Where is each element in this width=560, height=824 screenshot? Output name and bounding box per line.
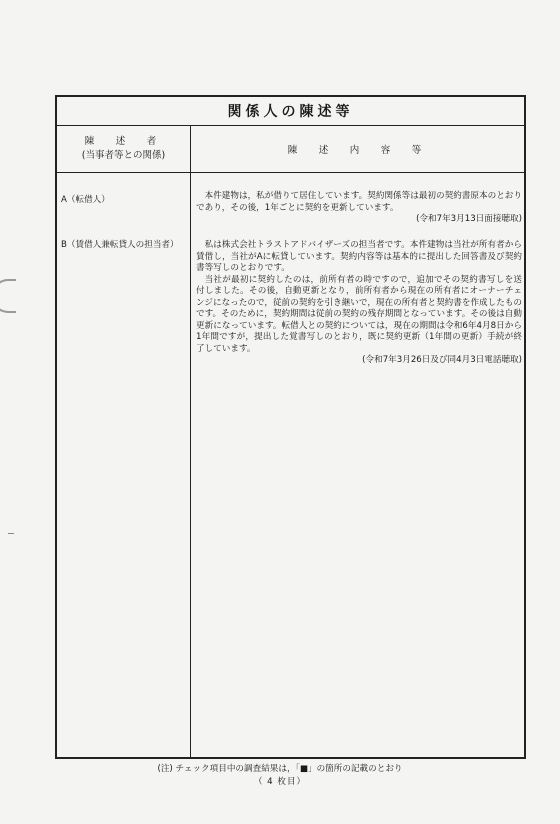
statement-a-source: (令和7年3月13日面接聴取)	[416, 214, 522, 224]
statement-a	[196, 191, 522, 226]
speaker-column-header	[57, 125, 190, 172]
speaker-header-sublabel: (当事者等との関係)	[81, 149, 166, 161]
page-number: （ 4 枚目）	[253, 777, 307, 787]
statement-b-source: (令和7年3月26日及び同4月3日電話聴取)	[362, 355, 522, 365]
statement-a-paragraph: 本件建物は，私が借りて居住しています。契約関係等は最初の契約書原本のとおりであり，その後，1年ごとに契約を更新しています。	[196, 191, 522, 213]
scan-artifact-mark	[0, 279, 16, 313]
statement-form	[55, 95, 526, 759]
column-divider	[190, 125, 191, 757]
speaker-b: B（賃借人兼転貸人の担当者）	[61, 240, 179, 250]
speaker-a: A（転借人）	[61, 195, 110, 205]
form-title: 関係人の陳述等	[57, 97, 524, 126]
speaker-header-label: 陳 述 者	[84, 135, 163, 147]
footnote: (注) チェック項目中の調査結果は，「■」の箇所の記載のとおり	[157, 764, 403, 774]
scan-artifact-dash	[8, 533, 14, 534]
content-column-header: 陳 述 内 容 等	[287, 144, 428, 156]
statement-b	[196, 240, 522, 367]
table-header-row	[57, 125, 524, 173]
statement-b-paragraph-2: 当社が最初に契約したのは，前所有者の時ですので，追加でその契約書写しを送付しました。その後，自動更新となり，前所有者から現在の所有者にオーナーチェンジになったので，従前の契約を引き継いで，現在の所有者と契約書を作成したものです。そのために，契約期間は従前の契約の残存期間となっています。その後は自動更新になっています。転借人との契約については，現在の期間は令和6年4月8日から1年間ですが，提出した覚書写しのとおり，既に契約更新（1年間の更新）手続が終了しています。	[196, 274, 523, 354]
statement-b-paragraph-1: 私は株式会社トラストアドバイザーズの担当者です。本件建物は当社が所有者から賃借し，当社がAに転貸しています。契約内容等は基本的に提出した回答書及び契約書等写しのとおりです。	[196, 240, 522, 273]
